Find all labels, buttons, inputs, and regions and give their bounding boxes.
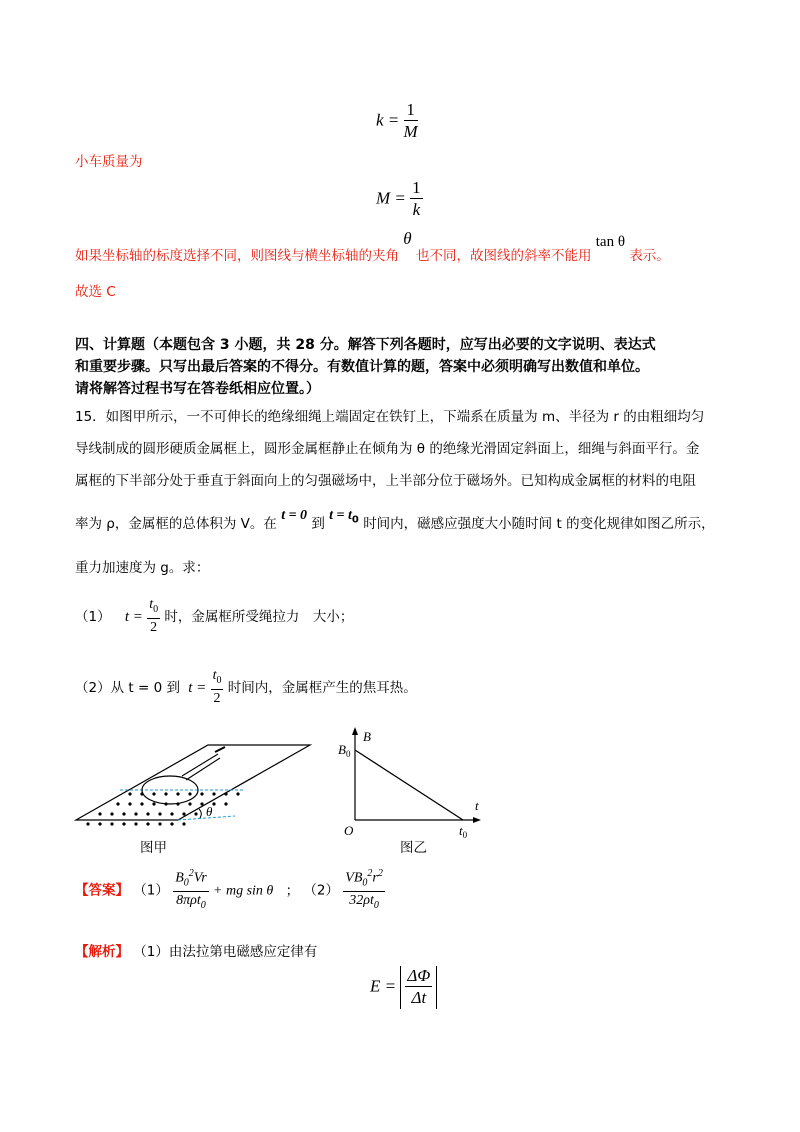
nail (215, 747, 225, 752)
analysis-text: （1）由法拉第电磁感应定律有 (133, 944, 318, 960)
t0-label: $t_0$ (459, 823, 468, 840)
q1-den: 2 (150, 619, 158, 635)
problem-line2: 导线制成的圆形硬质金属框上，圆形金属框静止在倾角为 θ 的绝缘光滑固定斜面上，细绳与斜面平行。金 (75, 441, 700, 457)
formula-E (370, 966, 437, 1009)
problem-line3: 属框的下半部分处于垂直于斜面向上的匀强磁场中，上半部分位于磁场外。已知构成金属框的材料的电阻 (75, 473, 696, 489)
t-equals-t0: t = t (329, 508, 352, 523)
analysis-line (75, 940, 317, 960)
b0-label: $B_0$ (338, 742, 351, 759)
b-label: B (363, 729, 371, 744)
formula-M-num: 1 (412, 178, 421, 197)
problem-line1: 15．如图甲所示，一不可伸长的绝缘细绳上端固定在铁钉上，下端系在质量为 m、半径为 r 的由粗细均匀 (75, 409, 705, 425)
figure-yi-caption: 图乙 (400, 840, 427, 856)
figure-yi (335, 725, 485, 840)
answer-rest: + mg sin θ (213, 883, 274, 899)
formula-k (376, 100, 418, 143)
t-equals-0: t = 0 (281, 508, 308, 523)
formula-k-num: 1 (404, 100, 418, 121)
analysis-tag: 【解析】 (75, 944, 129, 960)
section-heading (75, 334, 755, 400)
formula-E-num: ΔΦ (407, 966, 431, 985)
note-part1: 如果坐标轴的标度选择不同，则图线与横坐标轴的夹角 (75, 248, 399, 264)
section-heading-line3: 请将解答过程书写在答卷纸相应位置。） (75, 381, 320, 397)
origin-label: O (344, 823, 354, 838)
problem-line4b: 时间内，磁感应强度大小随时间 t 的变化规律如图乙所示， (363, 516, 715, 532)
figure-jia-caption: 图甲 (140, 840, 167, 856)
q1-rest: 时，金属框所受绳拉力 大小； (164, 608, 354, 625)
q1-prefix: （1） (75, 608, 111, 625)
q2-den: 2 (213, 690, 221, 706)
formula-M (376, 178, 423, 221)
answer-tag: 【答案】 (75, 882, 129, 899)
formula-M-lhs: M = (376, 188, 406, 208)
q2-rest: 时间内，金属框产生的焦耳热。 (227, 679, 417, 696)
section-heading-line1: 四、计算题（本题包含 3 小题，共 28 分。解答下列各题时，应写出必要的文字说明、表达式 (75, 337, 656, 353)
question-2: （2）从 t = 0 到 t = $\frac{t_0}{2}$ 时间内，金属框产生的焦耳热。 (75, 668, 417, 706)
note-part3: 表示。 (629, 248, 670, 264)
b-t-line (355, 750, 463, 820)
formula-M-den: k (412, 200, 421, 219)
theta-label: θ (206, 804, 213, 819)
q2-prefix: （2）从 t = 0 到 (75, 679, 180, 696)
t-label: t (475, 798, 479, 813)
formula-k-lhs: k = (376, 110, 400, 130)
note-theta: θ (403, 229, 412, 248)
problem-line4: 率为 ρ，金属框的总体积为 V。在 t = 0 到 $t = t_0$ 时间内，磁感应强度大小随时间 t 的变化规律如图乙所示， (75, 508, 715, 532)
formula-E-den: Δt (411, 988, 427, 1007)
question-1: （1） t = $\frac{t_0}{2}$ 时，金属框所受绳拉力 大小； (75, 597, 354, 635)
answer-line: 【答案】 （1） $\frac{B_0^2Vr}{8\pi\rho t_0}$ + mg sin θ ； （2） $\frac{VB_0^2r^2}{32\rho t_0}$ (75, 868, 383, 912)
figure-jia (70, 730, 320, 835)
rope (186, 758, 220, 780)
q1-t: t = (124, 608, 143, 625)
q2-t: t = (188, 679, 207, 696)
problem-line5: 重力加速度为 g。求： (75, 560, 210, 576)
section-heading-line2: 和重要步骤。只写出最后答案的不得分。有数值计算的题，答案中必须明确写出数值和单位。 (75, 359, 649, 375)
formula-E-lhs: E = (370, 976, 397, 996)
problem-line4a: 率为 ρ，金属框的总体积为 V。在 (75, 516, 277, 532)
answer-sep: ； (285, 882, 300, 899)
problem-to: 到 (311, 516, 325, 532)
note-line (75, 229, 670, 265)
mass-intro: 小车质量为 (75, 154, 143, 170)
formula-k-den: M (403, 122, 418, 141)
choice-line: 故选 C (75, 284, 116, 300)
answer-p1: （1） (133, 882, 169, 899)
answer-p2: （2） (303, 882, 339, 899)
note-part2: 也不同，故图线的斜率不能用 (415, 248, 592, 264)
note-tan: tan θ (595, 234, 626, 250)
